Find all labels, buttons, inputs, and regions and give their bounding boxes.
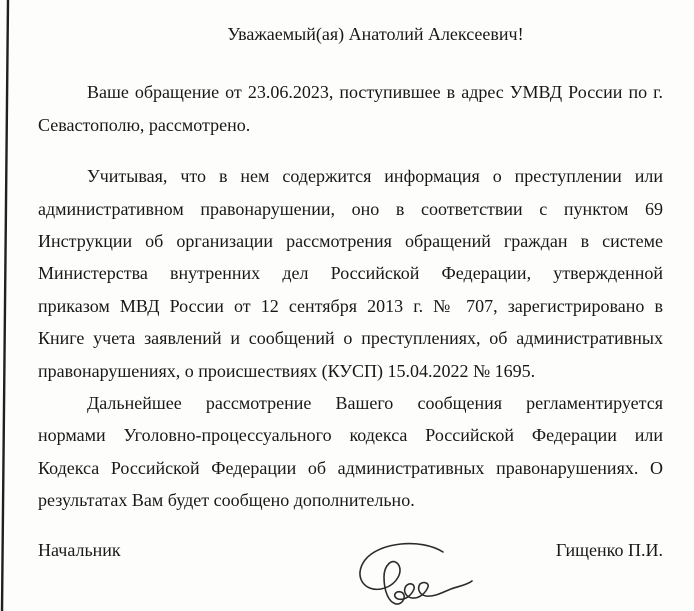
letter-body xyxy=(38,76,663,516)
body-line: Кодекса Российской Федерации об административных правонарушениях. О xyxy=(38,457,663,478)
letter-content xyxy=(38,0,663,566)
body-line: правонарушениях, о происшествиях (КУСП) 15.04.2022 № 1695. xyxy=(38,360,536,381)
body-line: приказом МВД России от 12 сентября 2013 г. № 707, зарегистрировано в xyxy=(38,295,663,316)
body-line: Учитывая, что в нем содержится информация о преступлении или xyxy=(87,166,663,187)
paragraph xyxy=(38,387,663,517)
body-line: Книге учета заявлений и сообщений о преступлениях, об административных xyxy=(38,328,663,349)
paragraph xyxy=(38,76,663,141)
body-line: Севастополю, рассмотрено. xyxy=(38,114,251,135)
body-line: результатах Вам будет сообщено дополнительно. xyxy=(38,490,415,511)
paragraph xyxy=(38,160,663,387)
signatory-name: Гищенко П.И. xyxy=(555,539,663,560)
body-line: административном правонарушении, оно в соответствии с пунктом 69 xyxy=(38,198,663,219)
body-line: Министерства внутренних дел Российской Федерации, утвержденной xyxy=(38,263,663,284)
scan-left-border-line xyxy=(0,0,14,611)
salutation-line: Уважаемый(ая) Анатолий Алексеевич! xyxy=(227,24,524,44)
position-title: Начальник xyxy=(38,539,121,560)
body-line: нормами Уголовно-процессуального кодекса Российской Федерации или xyxy=(38,425,663,446)
body-line: Инструкции об организации рассмотрения обращений граждан в системе xyxy=(38,231,663,252)
signature-block xyxy=(38,534,663,566)
body-line: Ваше обращение от 23.06.2023, поступившее в адрес УМВД России по г. xyxy=(87,82,663,103)
body-line: Дальнейшее рассмотрение Вашего сообщения регламентируется xyxy=(87,393,663,414)
